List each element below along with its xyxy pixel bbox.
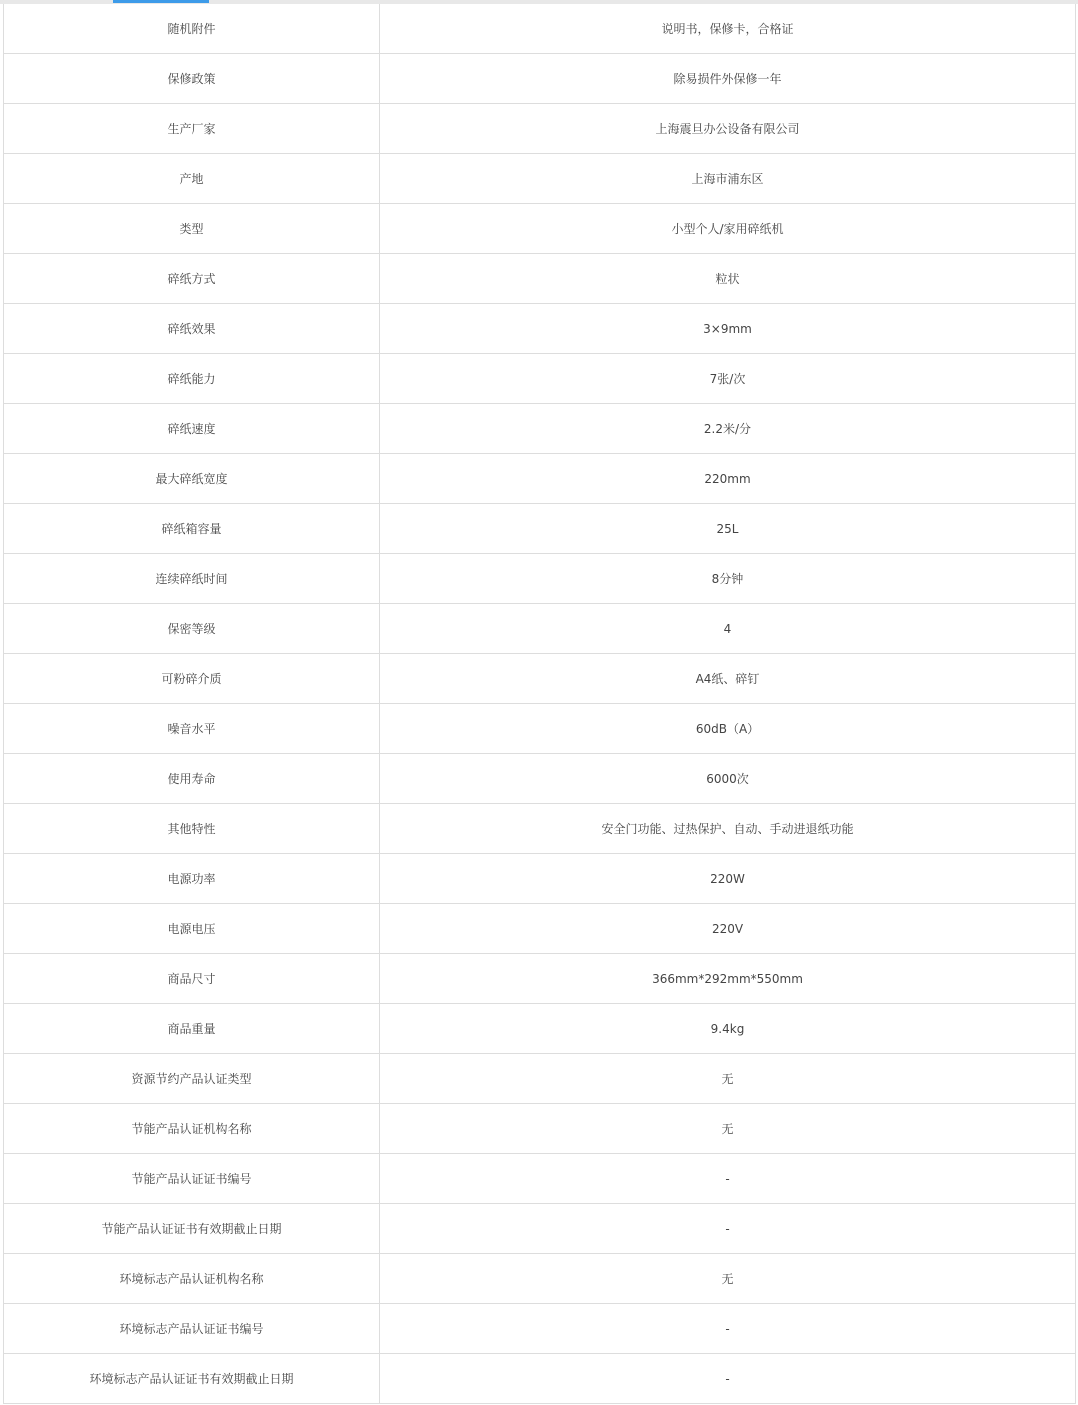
spec-label: 噪音水平: [4, 704, 380, 754]
spec-label: 节能产品认证机构名称: [4, 1104, 380, 1154]
table-row: [4, 254, 1076, 304]
spec-label: 环境标志产品认证证书有效期截止日期: [4, 1354, 380, 1404]
table-row: [4, 1354, 1076, 1404]
spec-value: 上海震旦办公设备有限公司: [380, 104, 1076, 154]
spec-label: 最大碎纸宽度: [4, 454, 380, 504]
table-row: [4, 1204, 1076, 1254]
active-tab-indicator: [113, 0, 209, 3]
table-row: [4, 304, 1076, 354]
spec-value: A4纸、碎钉: [380, 654, 1076, 704]
spec-value: 无: [380, 1054, 1076, 1104]
spec-value: -: [380, 1304, 1076, 1354]
spec-value: 9.4kg: [380, 1004, 1076, 1054]
spec-value: 220W: [380, 854, 1076, 904]
spec-value: 60dB（A）: [380, 704, 1076, 754]
spec-value: 6000次: [380, 754, 1076, 804]
table-row: [4, 1104, 1076, 1154]
spec-label: 资源节约产品认证类型: [4, 1054, 380, 1104]
spec-value: 25L: [380, 504, 1076, 554]
spec-label: 节能产品认证证书有效期截止日期: [4, 1204, 380, 1254]
spec-value: 无: [380, 1254, 1076, 1304]
spec-label: 生产厂家: [4, 104, 380, 154]
table-row: [4, 1054, 1076, 1104]
spec-label: 使用寿命: [4, 754, 380, 804]
table-row: [4, 954, 1076, 1004]
spec-value: 8分钟: [380, 554, 1076, 604]
spec-value: 说明书，保修卡，合格证: [380, 4, 1076, 54]
spec-value: 7张/次: [380, 354, 1076, 404]
spec-value: 3×9mm: [380, 304, 1076, 354]
table-row: [4, 554, 1076, 604]
spec-label: 碎纸方式: [4, 254, 380, 304]
spec-label: 环境标志产品认证证书编号: [4, 1304, 380, 1354]
spec-value: 上海市浦东区: [380, 154, 1076, 204]
spec-value: -: [380, 1154, 1076, 1204]
table-row: [4, 4, 1076, 54]
spec-label: 碎纸箱容量: [4, 504, 380, 554]
spec-label: 碎纸能力: [4, 354, 380, 404]
spec-value: -: [380, 1354, 1076, 1404]
table-row: [4, 354, 1076, 404]
spec-label: 环境标志产品认证机构名称: [4, 1254, 380, 1304]
spec-label: 电源电压: [4, 904, 380, 954]
table-row: [4, 404, 1076, 454]
table-row: [4, 54, 1076, 104]
table-row: [4, 1304, 1076, 1354]
spec-value: 粒状: [380, 254, 1076, 304]
spec-value: 220mm: [380, 454, 1076, 504]
spec-label: 保修政策: [4, 54, 380, 104]
table-row: [4, 854, 1076, 904]
spec-value: 无: [380, 1104, 1076, 1154]
spec-value: 小型个人/家用碎纸机: [380, 204, 1076, 254]
spec-value: 除易损件外保修一年: [380, 54, 1076, 104]
table-row: [4, 104, 1076, 154]
table-row: [4, 704, 1076, 754]
spec-value: 4: [380, 604, 1076, 654]
spec-label: 产地: [4, 154, 380, 204]
table-row: [4, 754, 1076, 804]
table-row: [4, 604, 1076, 654]
spec-label: 其他特性: [4, 804, 380, 854]
spec-table: [3, 4, 1076, 1404]
spec-label: 电源功率: [4, 854, 380, 904]
table-row: [4, 454, 1076, 504]
table-row: [4, 1004, 1076, 1054]
spec-label: 随机附件: [4, 4, 380, 54]
table-row: [4, 1154, 1076, 1204]
spec-label: 类型: [4, 204, 380, 254]
spec-label: 节能产品认证证书编号: [4, 1154, 380, 1204]
spec-value: 2.2米/分: [380, 404, 1076, 454]
table-row: [4, 1254, 1076, 1304]
spec-value: 安全门功能、过热保护、自动、手动进退纸功能: [380, 804, 1076, 854]
table-row: [4, 204, 1076, 254]
spec-value: 366mm*292mm*550mm: [380, 954, 1076, 1004]
table-row: [4, 504, 1076, 554]
spec-label: 碎纸速度: [4, 404, 380, 454]
table-row: [4, 904, 1076, 954]
table-row: [4, 154, 1076, 204]
spec-label: 连续碎纸时间: [4, 554, 380, 604]
table-row: [4, 654, 1076, 704]
spec-label: 碎纸效果: [4, 304, 380, 354]
spec-value: -: [380, 1204, 1076, 1254]
spec-value: 220V: [380, 904, 1076, 954]
spec-label: 商品重量: [4, 1004, 380, 1054]
table-row: [4, 804, 1076, 854]
spec-label: 可粉碎介质: [4, 654, 380, 704]
spec-table-body: [4, 4, 1076, 1404]
spec-label: 保密等级: [4, 604, 380, 654]
spec-label: 商品尺寸: [4, 954, 380, 1004]
